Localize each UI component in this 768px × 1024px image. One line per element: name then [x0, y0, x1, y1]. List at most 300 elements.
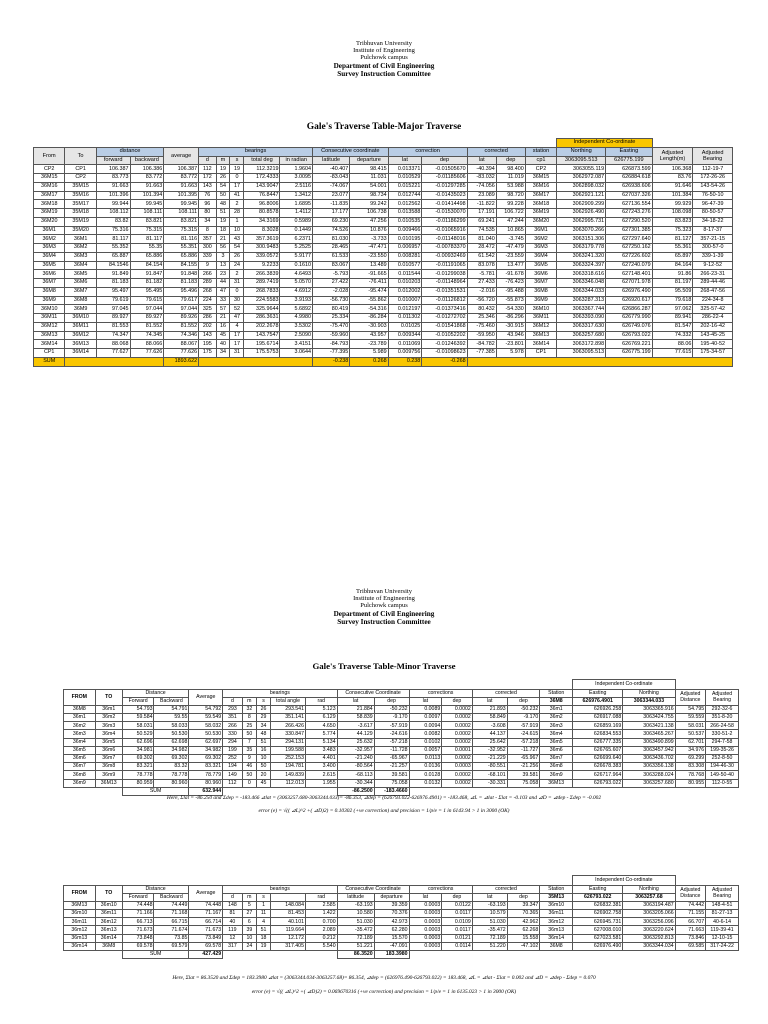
- table-cell: 55.351: [164, 244, 199, 253]
- table-cell: 108.112: [96, 209, 130, 218]
- table-row: [34, 261, 733, 270]
- table-cell: 626866.287: [606, 305, 653, 314]
- table-cell: 83.308: [675, 763, 706, 771]
- table-cell: 36M3: [65, 252, 96, 261]
- table-cell: 21.884: [337, 705, 374, 713]
- table-cell: 98.400: [496, 165, 525, 174]
- col-latitude: latitude: [313, 156, 350, 165]
- table-cell: 36M1: [525, 226, 557, 235]
- table-cell: 101.384: [652, 191, 693, 200]
- table-cell: 15.570: [374, 934, 409, 942]
- table-cell: 43: [230, 235, 244, 244]
- table-cell: 36m4: [540, 730, 573, 738]
- table-cell: 286.3631: [244, 314, 280, 323]
- table-cell: 627226.602: [606, 252, 653, 261]
- table-cell: 36M13: [65, 340, 96, 349]
- table-cell: 143.7547: [244, 331, 280, 340]
- table-cell: 2.615: [305, 771, 337, 779]
- table-cell: 47.256: [350, 217, 388, 226]
- table-cell: 5.540: [305, 942, 337, 950]
- minor-sum-row-2: [64, 951, 739, 959]
- table-cell: 36M8: [540, 942, 573, 950]
- table-cell: 143: [199, 331, 216, 340]
- table-cell: 36m11: [64, 918, 96, 926]
- table-cell: 3.0644: [280, 349, 313, 358]
- table-row: [34, 200, 733, 209]
- table-cell: 0.0102: [409, 738, 442, 746]
- table-cell: 3.5302: [280, 322, 313, 331]
- table-cell: 36m7: [64, 763, 96, 771]
- university-name-2: Tribhuvan University: [356, 588, 412, 595]
- table-cell: 12.172: [271, 934, 306, 942]
- table-cell: 15.558: [507, 934, 540, 942]
- table-cell: 84.164: [652, 261, 693, 270]
- table-cell: 75.058: [507, 779, 540, 787]
- table-cell: 61.542: [467, 252, 496, 261]
- table-cell: 36M10: [65, 314, 96, 323]
- table-cell: 71.673: [122, 926, 154, 934]
- table-cell: 325: [199, 305, 216, 314]
- table-cell: 3062909.299: [557, 200, 606, 209]
- col-northing-2: Northing: [623, 689, 675, 697]
- table-cell: 36M13: [525, 331, 557, 340]
- table-cell: 5.134: [305, 738, 337, 746]
- table-cell: 50: [256, 763, 270, 771]
- col-s-2: s: [256, 697, 270, 705]
- table-cell: 8: [199, 226, 216, 235]
- table-cell: 96-47-39: [693, 200, 733, 209]
- table-cell: 98.415: [350, 165, 388, 174]
- table-row: [34, 252, 733, 261]
- table-cell: 0.011302: [388, 314, 422, 323]
- sum-label: SUM: [34, 357, 65, 366]
- table-cell: 627023.581: [573, 934, 623, 942]
- table-cell: -30.903: [350, 322, 388, 331]
- table-cell: -55.873: [496, 296, 525, 305]
- table-cell: 36M13: [540, 779, 573, 787]
- table-cell: 59.584: [122, 714, 154, 722]
- table-cell: 45: [216, 331, 230, 340]
- table-cell: 3062972.087: [557, 174, 606, 183]
- table-cell: 6.2371: [280, 235, 313, 244]
- table-cell: 96: [199, 200, 216, 209]
- table-row: [34, 331, 733, 340]
- table-cell: 149: [223, 771, 243, 779]
- table-cell: 79.619: [96, 296, 130, 305]
- table-cell: 0.0002: [442, 779, 473, 787]
- table-cell: 21: [216, 314, 230, 323]
- campus-name: Pulchowk campus: [360, 54, 408, 62]
- table-cell: -86.284: [350, 314, 388, 323]
- table-cell: 3063292.813: [623, 934, 675, 942]
- table-cell: 10: [242, 934, 256, 942]
- table-cell: 27: [242, 910, 256, 918]
- col-backward-2: Backward: [154, 697, 189, 705]
- table-cell: 202: [199, 322, 216, 331]
- table-cell: 91.86: [652, 270, 693, 279]
- table-cell: 0.015221: [388, 182, 422, 191]
- table-cell: 626775.199: [606, 349, 653, 358]
- table-cell: 36M5: [65, 270, 96, 279]
- table-cell: -0.01148016: [422, 235, 467, 244]
- table-cell: 36M6: [525, 270, 557, 279]
- col-corrections-3: corrections: [409, 885, 472, 893]
- table-cell: 0.012197: [388, 305, 422, 314]
- col-adjusted-distance-3: Adjusted Distance: [675, 885, 706, 901]
- col-departure-3: departure: [374, 893, 409, 901]
- table-cell: -56.720: [467, 296, 496, 305]
- table-cell: 195: [199, 340, 216, 349]
- table-cell: 36M15: [34, 174, 65, 183]
- table-cell: 627243.276: [606, 209, 653, 218]
- table-cell: 36M9: [65, 305, 96, 314]
- table-cell: 0.008281: [388, 252, 422, 261]
- table-cell: -74.067: [313, 182, 350, 191]
- table-cell: 95.497: [96, 287, 130, 296]
- table-cell: 36M11: [34, 314, 65, 323]
- table-cell: 81.197: [652, 279, 693, 288]
- table-cell: -77.385: [467, 349, 496, 358]
- table-row: [34, 340, 733, 349]
- table-cell: 0.0109: [442, 918, 473, 926]
- table-cell: -23.801: [496, 340, 525, 349]
- col-rad-2: rad: [305, 697, 337, 705]
- table-cell: 36M14: [65, 349, 96, 358]
- table-cell: -0.01505670: [422, 165, 467, 174]
- table-cell: 80: [199, 209, 216, 218]
- table-cell: 36M8: [64, 705, 96, 713]
- table-cell: 330: [223, 730, 243, 738]
- table-cell: 626859.169: [573, 722, 623, 730]
- table-cell: -83.032: [467, 174, 496, 183]
- table-cell: 36m11: [95, 910, 122, 918]
- table-cell: 252: [223, 755, 243, 763]
- table-row: [64, 901, 739, 909]
- table-cell: 36M17: [34, 191, 65, 200]
- col-corr-lat-3: lat: [409, 893, 442, 901]
- table-cell: 36M7: [65, 287, 96, 296]
- table-cell: 69.302: [189, 755, 223, 763]
- table-cell: 44: [216, 279, 230, 288]
- table-cell: 143.9047: [244, 182, 280, 191]
- table-cell: 0.0121: [442, 934, 473, 942]
- table-cell: 9: [199, 261, 216, 270]
- table-cell: 106.387: [96, 165, 130, 174]
- col-from: From: [34, 147, 65, 165]
- table-cell: 59.559: [675, 714, 706, 722]
- table-cell: 5.989: [350, 349, 388, 358]
- table-cell: 36M13: [95, 779, 122, 787]
- col-station-3: Station: [540, 885, 573, 893]
- table-cell: 17: [230, 331, 244, 340]
- table-cell: 25.334: [313, 314, 350, 323]
- table-cell: 143-45-25: [693, 331, 733, 340]
- table-cell: -3.617: [337, 722, 374, 730]
- table-cell: 74.449: [154, 901, 189, 909]
- table-cell: 101.395: [164, 191, 199, 200]
- table-row: [64, 755, 739, 763]
- table-cell: 119-39-41: [706, 926, 739, 934]
- table-cell: -24.615: [507, 730, 540, 738]
- table-cell: -21.257: [374, 763, 409, 771]
- table-cell: 112: [223, 779, 243, 787]
- col-northing: Northing: [557, 147, 606, 156]
- table-cell: 73.848: [122, 934, 154, 942]
- major-title: Gale's Traverse Table-Major Traverse: [306, 122, 462, 132]
- table-cell: 31: [230, 279, 244, 288]
- table-cell: 36M8: [525, 287, 557, 296]
- table-cell: 626779.990: [606, 314, 653, 323]
- table-cell: 627008.010: [573, 926, 623, 934]
- table-cell: -11.728: [374, 746, 409, 754]
- table-cell: 66.714: [189, 918, 223, 926]
- table-cell: 36m6: [64, 755, 96, 763]
- table-cell: 143: [199, 182, 216, 191]
- table-cell: 54.793: [122, 705, 154, 713]
- table-cell: 175-34-57: [693, 349, 733, 358]
- table-cell: -21.256: [507, 763, 540, 771]
- table-cell: 5.123: [305, 705, 337, 713]
- col-s-3: s: [256, 893, 270, 901]
- table-cell: 626945.731: [573, 918, 623, 926]
- table-cell: 73.85: [154, 934, 189, 942]
- col-m: m: [216, 156, 230, 165]
- table-cell: 3063070.266: [557, 226, 606, 235]
- table-cell: 36M13: [64, 901, 96, 909]
- table-cell: 89.941: [652, 314, 693, 323]
- col-forward-2: Forward: [122, 697, 154, 705]
- table-cell: 43.946: [496, 331, 525, 340]
- table-cell: 0.700: [305, 918, 337, 926]
- table-cell: 71.673: [189, 926, 223, 934]
- table-cell: 36m14: [540, 934, 573, 942]
- table-cell: 73.846: [675, 934, 706, 942]
- table-row: [64, 918, 739, 926]
- table-cell: 79.615: [130, 296, 164, 305]
- table-cell: 627297.640: [606, 235, 653, 244]
- table-cell: 626699.640: [573, 755, 623, 763]
- table-cell: 268: [199, 287, 216, 296]
- col-corrected-3: corrected: [472, 885, 540, 893]
- table-cell: 3063393.090: [557, 314, 606, 323]
- table-cell: 74.442: [675, 901, 706, 909]
- table-cell: 0.0132: [409, 779, 442, 787]
- table-cell: 36M6: [34, 270, 65, 279]
- table-cell: 52: [230, 305, 244, 314]
- table-cell: 54.792: [189, 705, 223, 713]
- table-cell: 51: [256, 926, 270, 934]
- table-cell: 108.111: [130, 209, 164, 218]
- table-cell: -9.170: [507, 714, 540, 722]
- table-cell: 69.579: [154, 942, 189, 950]
- table-cell: 292-32-6: [706, 705, 739, 713]
- table-cell: 112.013: [271, 779, 306, 787]
- table-cell: 78.768: [675, 771, 706, 779]
- table-cell: 23: [216, 270, 230, 279]
- table-cell: 44.137: [472, 730, 507, 738]
- table-cell: CP2: [525, 165, 557, 174]
- table-cell: 7: [242, 738, 256, 746]
- table-cell: 300: [199, 244, 216, 253]
- table-cell: 36M2: [65, 244, 96, 253]
- col-to: To: [65, 147, 96, 165]
- table-cell: 36m9: [540, 771, 573, 779]
- table-cell: 12: [223, 934, 243, 942]
- table-cell: -55.862: [350, 296, 388, 305]
- table-cell: 106.387: [164, 165, 199, 174]
- table-cell: 266: [223, 722, 243, 730]
- table-cell: -47.091: [374, 942, 409, 950]
- table-cell: 27.422: [313, 279, 350, 288]
- table-cell: 74.346: [164, 331, 199, 340]
- table-cell: 58.839: [337, 714, 374, 722]
- table-cell: 20: [256, 771, 270, 779]
- table-cell: 626749.076: [606, 322, 653, 331]
- col-departure: departure: [350, 156, 388, 165]
- table-cell: 34.976: [675, 746, 706, 754]
- table-cell: 8: [242, 714, 256, 722]
- table-cell: 19: [216, 165, 230, 174]
- table-cell: 36m1: [540, 705, 573, 713]
- table-cell: 58.031: [675, 722, 706, 730]
- table-cell: 51.030: [337, 918, 374, 926]
- table-cell: 62.280: [374, 926, 409, 934]
- table-cell: 36m2: [95, 714, 122, 722]
- table-cell: 0.01025: [388, 322, 422, 331]
- col-station: station: [525, 147, 557, 156]
- table-cell: 88.066: [130, 340, 164, 349]
- table-cell: -9.170: [374, 714, 409, 722]
- table-cell: 34: [256, 722, 270, 730]
- table-cell: 74.347: [96, 331, 130, 340]
- table-cell: 3063346.048: [557, 279, 606, 288]
- table-cell: 10: [256, 755, 270, 763]
- table-cell: -0.01435023: [422, 191, 467, 200]
- col-bearings: bearings: [199, 147, 313, 156]
- table-cell: 3063318.616: [557, 270, 606, 279]
- table-cell: 27.433: [467, 279, 496, 288]
- col-corr-dep: dep: [422, 156, 467, 165]
- table-cell: 36M13: [34, 331, 65, 340]
- table-cell: 4: [230, 322, 244, 331]
- table-cell: 47.244: [496, 217, 525, 226]
- table-cell: 5.9177: [280, 252, 313, 261]
- table-cell: 95.495: [130, 287, 164, 296]
- table-cell: 3063179.778: [557, 244, 606, 253]
- table-cell: 91.849: [96, 270, 130, 279]
- table-cell: 91.663: [130, 182, 164, 191]
- table-cell: 36m9: [64, 779, 96, 787]
- table-cell: 36m7: [95, 755, 122, 763]
- table-cell: -0.01246392: [422, 340, 467, 349]
- col-in-radian: in radian: [280, 156, 313, 165]
- table-cell: 81.453: [271, 910, 306, 918]
- table-cell: 0.0097: [409, 714, 442, 722]
- table-cell: 55.361: [652, 244, 693, 253]
- table-cell: -47.471: [350, 244, 388, 253]
- table-cell: 69.302: [122, 755, 154, 763]
- table-cell: 80.960: [189, 779, 223, 787]
- table-cell: 357.3619: [244, 235, 280, 244]
- table-cell: 36M8: [95, 942, 122, 950]
- col-to-3: TO: [95, 885, 122, 901]
- department-name: Department of Civil Engineering: [333, 61, 435, 70]
- table-cell: 53.988: [496, 182, 525, 191]
- col-corrected-dep-2: dep: [507, 697, 540, 705]
- table-cell: 75.058: [374, 779, 409, 787]
- col-m-3: m: [242, 893, 256, 901]
- table-cell: 36m9: [95, 771, 122, 779]
- table-cell: 626976.490: [573, 942, 623, 950]
- table-cell: -3.608: [472, 722, 507, 730]
- table-cell: 65.897: [652, 252, 693, 261]
- table-cell: 83.821: [130, 217, 164, 226]
- table-cell: 199: [223, 746, 243, 754]
- table-cell: -59.960: [313, 331, 350, 340]
- table-cell: 195-40-52: [693, 340, 733, 349]
- table-cell: -68.113: [337, 771, 374, 779]
- sum-corr-lat: 0.238: [388, 357, 422, 366]
- col-lat-2: lat: [337, 697, 374, 705]
- table-cell: 34: [199, 217, 216, 226]
- table-row: [34, 296, 733, 305]
- table-cell: 50: [242, 771, 256, 779]
- sum-dep-3: 183.3980: [374, 951, 409, 959]
- table-cell: 0.0057: [409, 746, 442, 754]
- table-cell: 36m12: [95, 918, 122, 926]
- table-cell: 3.9193: [280, 296, 313, 305]
- table-cell: 36m13: [95, 926, 122, 934]
- table-cell: 0.0003: [409, 926, 442, 934]
- table-cell: 50: [216, 191, 230, 200]
- table-cell: 83.821: [164, 217, 199, 226]
- table-cell: 0.0003: [409, 918, 442, 926]
- table-cell: 36m3: [540, 722, 573, 730]
- table-cell: 12-10-15: [706, 934, 739, 942]
- table-cell: 357-21-15: [693, 235, 733, 244]
- table-row: [34, 314, 733, 323]
- table-cell: 66.713: [122, 918, 154, 926]
- table-row: [34, 322, 733, 331]
- table-cell: 36m4: [95, 730, 122, 738]
- table-cell: 3063324.397: [557, 261, 606, 270]
- table-cell: 36M10: [34, 305, 65, 314]
- table-cell: 626765.607: [573, 746, 623, 754]
- minor-table-body-2: [64, 901, 739, 950]
- table-cell: 36M2: [525, 235, 557, 244]
- table-cell: -0.01186299: [422, 217, 467, 226]
- sum-dep-2: -183.4660: [374, 787, 409, 795]
- table-cell: -57.919: [374, 722, 409, 730]
- sum-average-2: 632.944: [189, 787, 223, 795]
- header-minor: [0, 588, 768, 626]
- table-cell: 24: [242, 942, 256, 950]
- table-cell: 252-8-50: [706, 755, 739, 763]
- table-cell: 317: [223, 942, 243, 950]
- table-cell: 0.012744: [388, 191, 422, 200]
- table-cell: 42.962: [507, 918, 540, 926]
- table-cell: 351.141: [271, 714, 306, 722]
- table-cell: 0.006957: [388, 244, 422, 253]
- table-cell: 88.067: [164, 340, 199, 349]
- table-cell: 81.040: [467, 235, 496, 244]
- table-cell: 88.068: [96, 340, 130, 349]
- table-cell: 39.347: [507, 901, 540, 909]
- table-cell: 9: [242, 755, 256, 763]
- table-cell: 0.0082: [409, 730, 442, 738]
- table-cell: 74.448: [122, 901, 154, 909]
- institute-name-2: Institute of Engineering: [353, 595, 415, 603]
